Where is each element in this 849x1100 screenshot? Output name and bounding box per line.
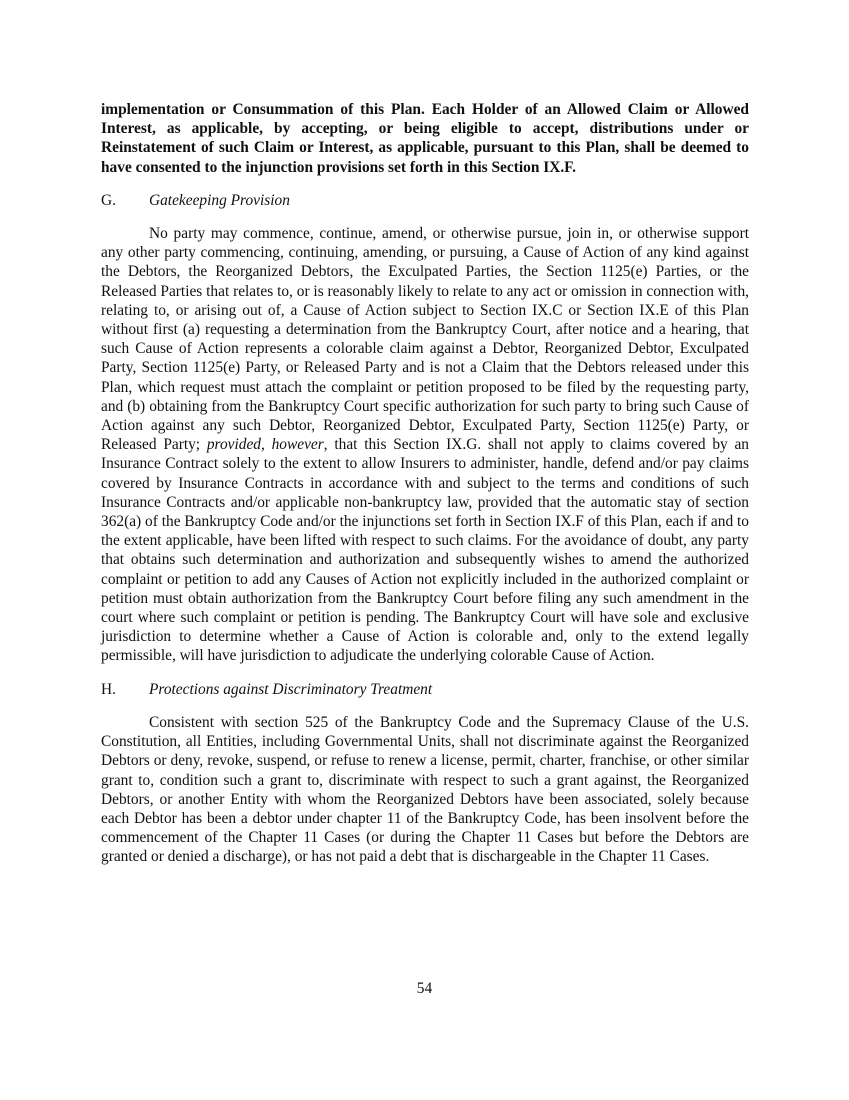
spacer xyxy=(101,177,749,191)
section-g-number: G. xyxy=(101,191,116,209)
section-g-body xyxy=(101,224,749,666)
spacer xyxy=(101,210,749,224)
section-g-body-however: however xyxy=(271,436,324,454)
section-h-number: H. xyxy=(101,680,116,698)
page-number: 54 xyxy=(416,980,433,997)
section-g-body-part1: No party may commence, continue, amend, or otherwise pursue, join in, or otherwise support any other party commencing, continuing, amending, or pursuing, a Cause of Action of any kind against the Debtors, the Reorganized Debtors, the Exculpated Parties, the Section 1125(e) Parties, or the Released Parties that relates to, or is reasonably likely to relate to any act or omission in connection with, relating to, or arising out of, a Cause of Action subject to Section IX.C or Section IX.E of this Plan without first (a) requesting a determination from the Bankruptcy Court, after notice and a hearing, that such Cause of Action represents a colorable claim against a Debtor, Reorganized Debtor, Exculpated Party, Section 1125(e) Party, or Released Party and is not a Claim that the Debtors released under this Plan, which request must attach the complaint or petition proposed to be filed by the requesting party, and (b) obtaining from the Bankruptcy Court specific authorization for such party to bring such Cause of Action against any such Debtor, Reorganized Debtor, Exculpated Party, Section 1125(e) Party, or Released Party; xyxy=(101,225,749,454)
intro-paragraph: implementation or Consummation of this Plan. Each Holder of an Allowed Claim or Allowed Interest, as applicable, by accepting, or being eligible to accept, distributions under or Reinstatement of such Claim or Interest, as applicable, pursuant to this Plan, shall be deemed to have consented to the injunction provisions set forth in this Section IX.F. xyxy=(101,101,749,176)
section-g-body-comma: , xyxy=(260,436,272,454)
document-page xyxy=(101,100,749,867)
section-g-body-part2: , that this Section IX.G. shall not apply to claims covered by an Insurance Contract solely to the extent to allow Insurers to administer, handle, defend and/or pay claims covered by Insurance Contracts in accordance with and subject to the terms and conditions of such Insurance Contracts and/or applicable non-bankruptcy law, provided that the automatic stay of section 362(a) of the Bankruptcy Code and/or the injunctions set forth in Section IX.F of this Plan, each if and to the extent applicable, have been lifted with respect to such claims. For the avoidance of doubt, any party that obtains such determination and authorization and subsequently wishes to amend the authorized complaint or petition to add any Causes of Action not explicitly included in the authorized complaint or petition must obtain authorization from the Bankruptcy Court before filing any such amendment in the court where such complaint or petition is pending. The Bankruptcy Court will have sole and exclusive jurisdiction to determine whether a Cause of Action is colorable and, only to the extend legally permissible, will have jurisdiction to adjudicate the underlying colorable Cause of Action. xyxy=(101,436,749,665)
section-h-heading xyxy=(101,680,749,699)
section-g-heading xyxy=(101,191,749,210)
section-h-body: Consistent with section 525 of the Bankruptcy Code and the Supremacy Clause of the U.S. Constitution, all Entities, including Governmental Units, shall not discriminate against the Reorganized Debtors or deny, revoke, suspend, or refuse to renew a license, permit, charter, franchise, or other similar grant to, condition such a grant to, discriminate with respect to such a grant against, the Reorganized Debtors, or another Entity with whom the Reorganized Debtors have been associated, solely because each Debtor has been a debtor under chapter 11 of the Bankruptcy Code, has been insolvent before the commencement of the Chapter 11 Cases (or during the Chapter 11 Cases but before the Debtors are granted or denied a discharge), or has not paid a debt that is dischargeable in the Chapter 11 Cases. xyxy=(101,713,749,866)
section-h-title: Protections against Discriminatory Treatment xyxy=(149,680,433,698)
spacer xyxy=(101,666,749,680)
spacer xyxy=(101,699,749,713)
section-g-title: Gatekeeping Provision xyxy=(149,191,290,209)
section-g-body-provided: provided xyxy=(206,436,261,454)
